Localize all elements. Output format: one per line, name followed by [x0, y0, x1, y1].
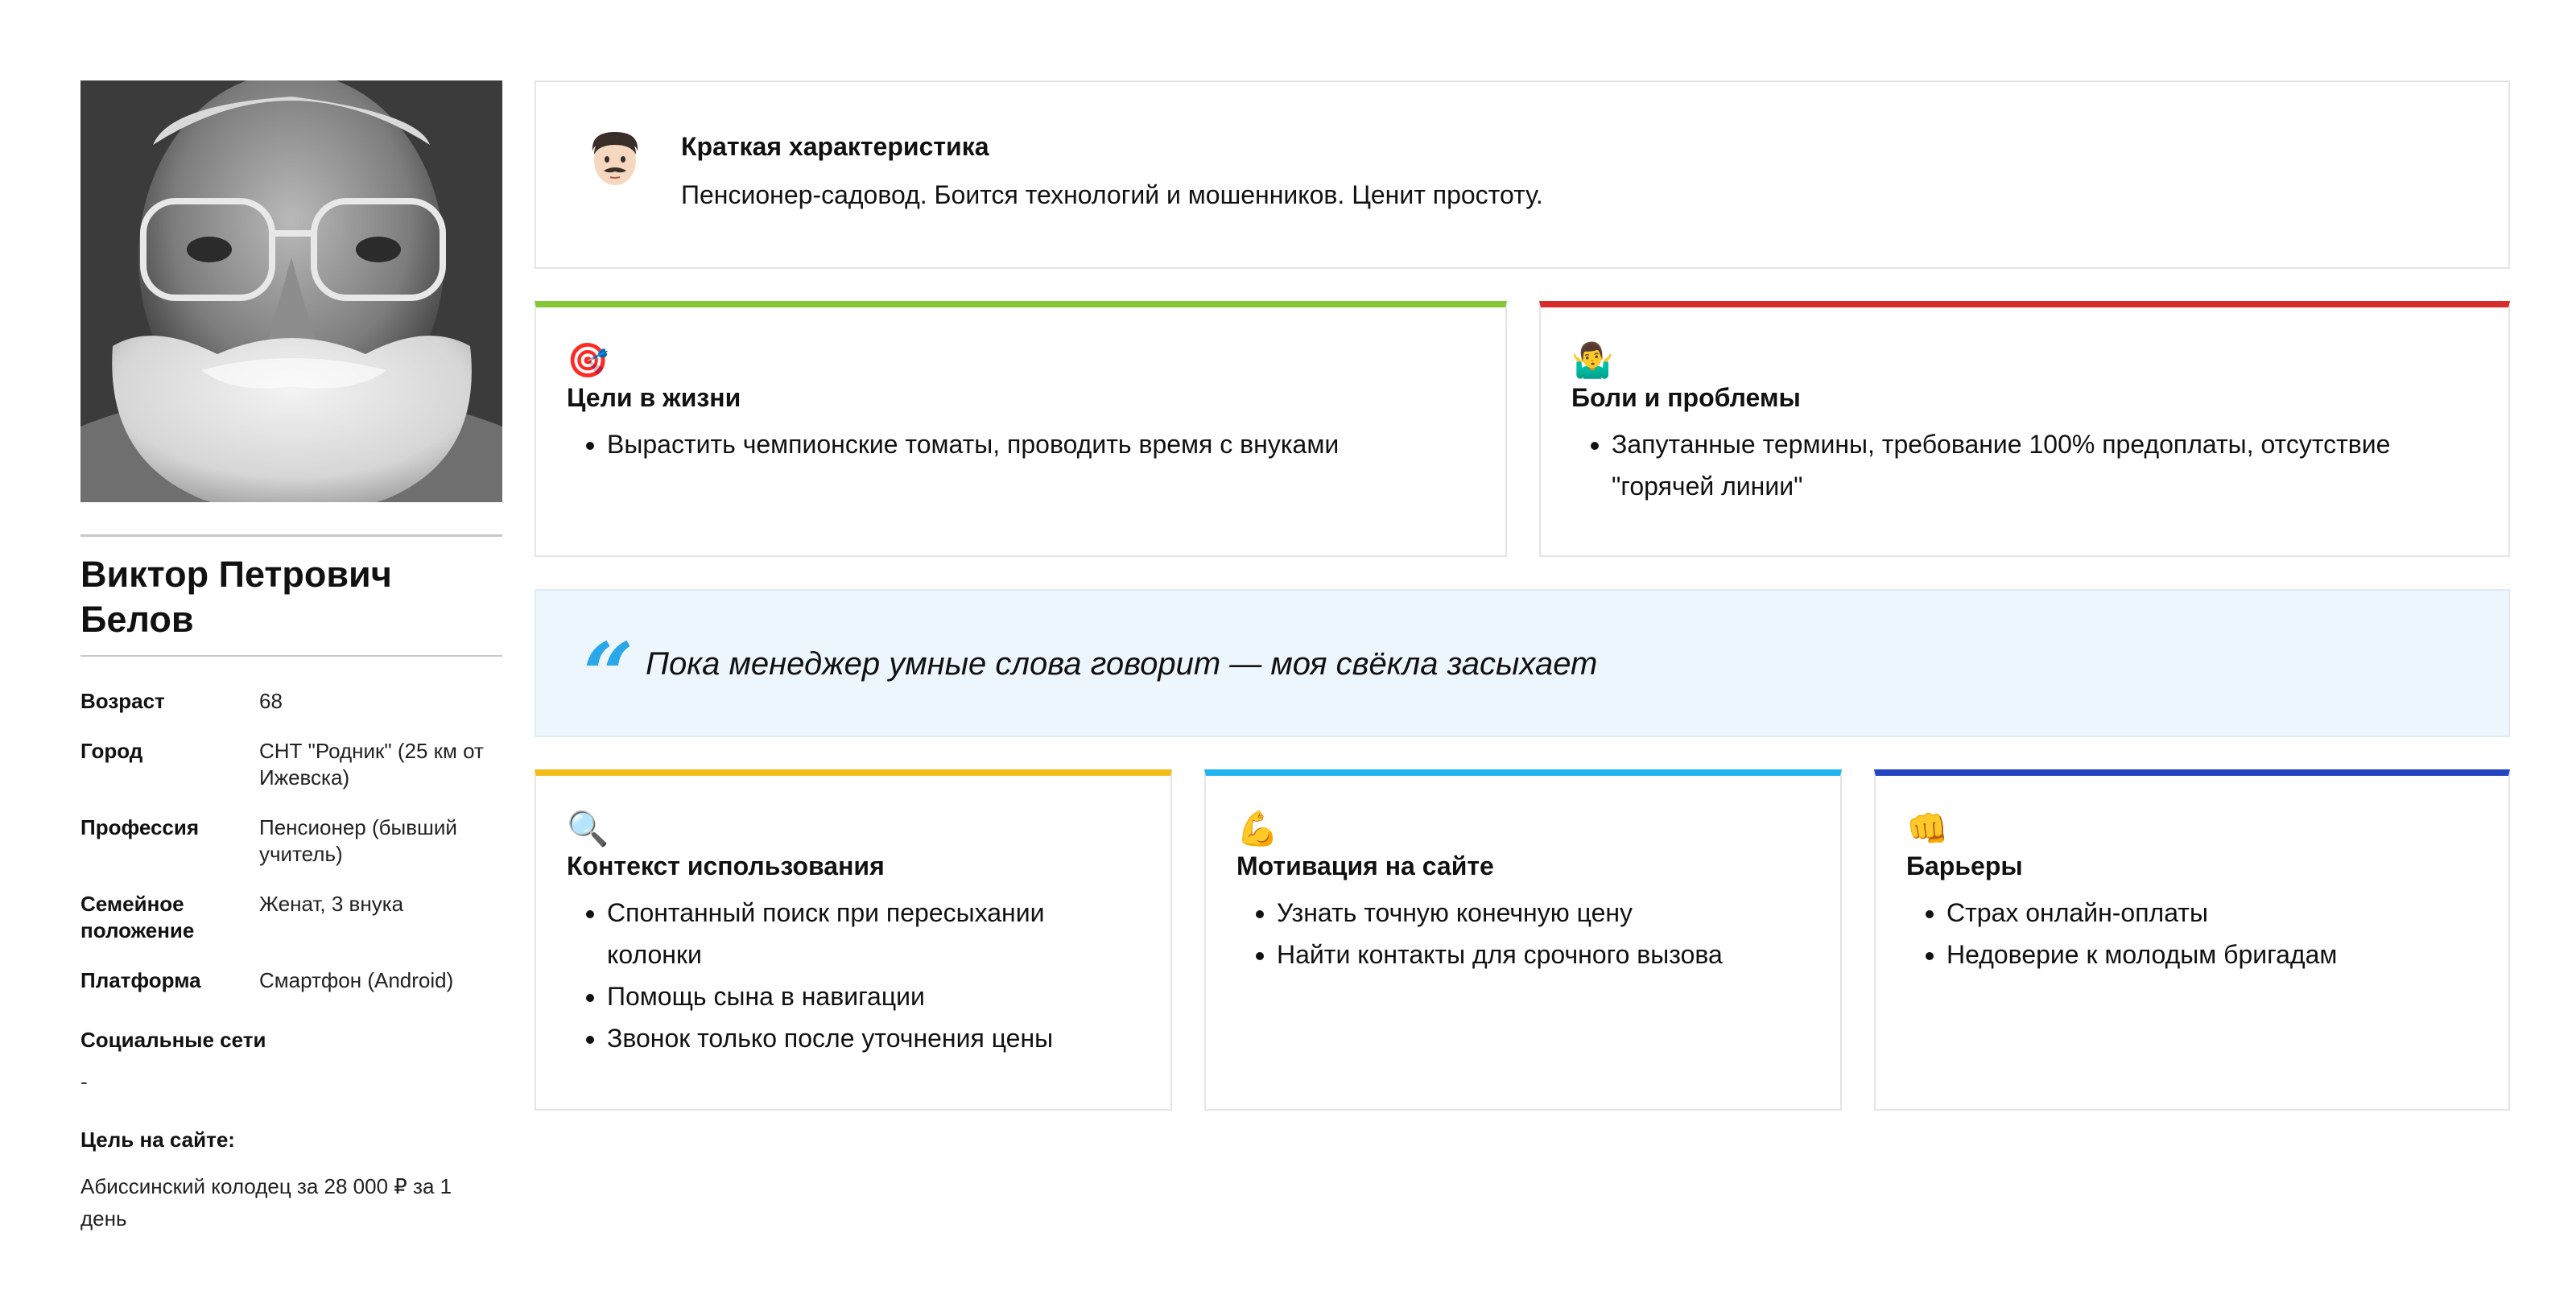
name-divider-top	[80, 534, 502, 537]
person-name: Виктор Петрович Белов	[80, 554, 392, 640]
social-value: -	[80, 1070, 88, 1094]
summary-text: Пенсионер-садовод. Боится технологий и мошенников. Ценит простоту.	[681, 180, 1543, 209]
list-item: • Спонтанный поиск при пересыхании колонки	[607, 892, 1140, 975]
list-item: • Недоверие к молодым бригадам	[1946, 934, 2478, 975]
info-row-profession	[80, 814, 502, 868]
man-with-mustache-icon	[584, 127, 646, 188]
goals-title: Цели в жизни	[567, 383, 741, 412]
portrait-photo	[80, 80, 502, 502]
info-label: Семейное положение	[80, 892, 195, 942]
barriers-card	[1874, 769, 2510, 1111]
social-label: Социальные сети	[80, 1028, 266, 1052]
list-item: • Узнать точную конечную цену	[1277, 892, 1810, 934]
info-table	[80, 688, 502, 1017]
motivation-list	[1236, 892, 1810, 975]
quote-block	[535, 589, 2510, 737]
summary-title: Краткая характеристика	[681, 132, 989, 161]
info-label: Возраст	[80, 689, 165, 713]
info-row-age	[80, 688, 502, 715]
shrug-icon: 🤷‍♂️	[1571, 340, 1614, 380]
info-value: Смартфон (Android)	[259, 968, 454, 992]
info-value: Женат, 3 внука	[259, 892, 404, 916]
site-goal-label: Цель на сайте:	[80, 1128, 235, 1152]
list-item: • Страх онлайн-оплаты	[1946, 892, 2478, 934]
list-item: • Звонок только после уточнения цены	[607, 1017, 1140, 1059]
motivation-card	[1204, 769, 1842, 1111]
list-item: • Помощь сына в навигации	[607, 975, 1140, 1017]
name-divider-bottom	[80, 655, 502, 657]
pains-card	[1539, 301, 2510, 557]
context-title: Контекст использования	[567, 851, 885, 880]
motivation-title: Мотивация на сайте	[1236, 851, 1494, 880]
quote-text: Пока менеджер умные слова говорит — моя свёкла засыхает	[646, 646, 1598, 682]
info-value: СНТ "Родник" (25 км от Ижевска)	[259, 739, 484, 790]
flexed-biceps-icon: 💪	[1236, 809, 1279, 848]
context-card	[535, 769, 1172, 1111]
fist-icon: 👊	[1906, 809, 1949, 848]
info-value: 68	[259, 689, 283, 713]
goals-card	[535, 301, 1507, 557]
list-item: • Найти контакты для срочного вызова	[1277, 934, 1810, 975]
info-row-city	[80, 738, 502, 791]
barriers-title: Барьеры	[1906, 851, 2023, 880]
summary-card	[535, 80, 2510, 269]
list-item: • Запутанные термины, требование 100% предоплаты, отсутствие "горячей линии"	[1612, 423, 2478, 507]
info-label: Город	[80, 739, 143, 763]
magnifier-icon: 🔍	[567, 809, 609, 848]
site-goal-value: Абиссинский колодец за 28 000 ₽ за 1 день	[80, 1174, 452, 1231]
info-label: Платформа	[80, 968, 201, 992]
barriers-list	[1906, 892, 2478, 975]
info-label: Профессия	[80, 815, 200, 839]
quote-mark-icon: “	[583, 623, 634, 727]
context-list	[567, 892, 1140, 1059]
info-value: Пенсионер (бывший учитель)	[259, 815, 457, 866]
pains-list	[1571, 423, 2478, 507]
goals-list	[567, 423, 1475, 465]
info-row-platform	[80, 967, 502, 994]
pains-title: Боли и проблемы	[1571, 383, 1801, 412]
list-item: • Вырастить чемпионские томаты, проводить время с внуками	[607, 423, 1475, 465]
info-row-family	[80, 891, 502, 944]
target-icon: 🎯	[567, 340, 609, 380]
